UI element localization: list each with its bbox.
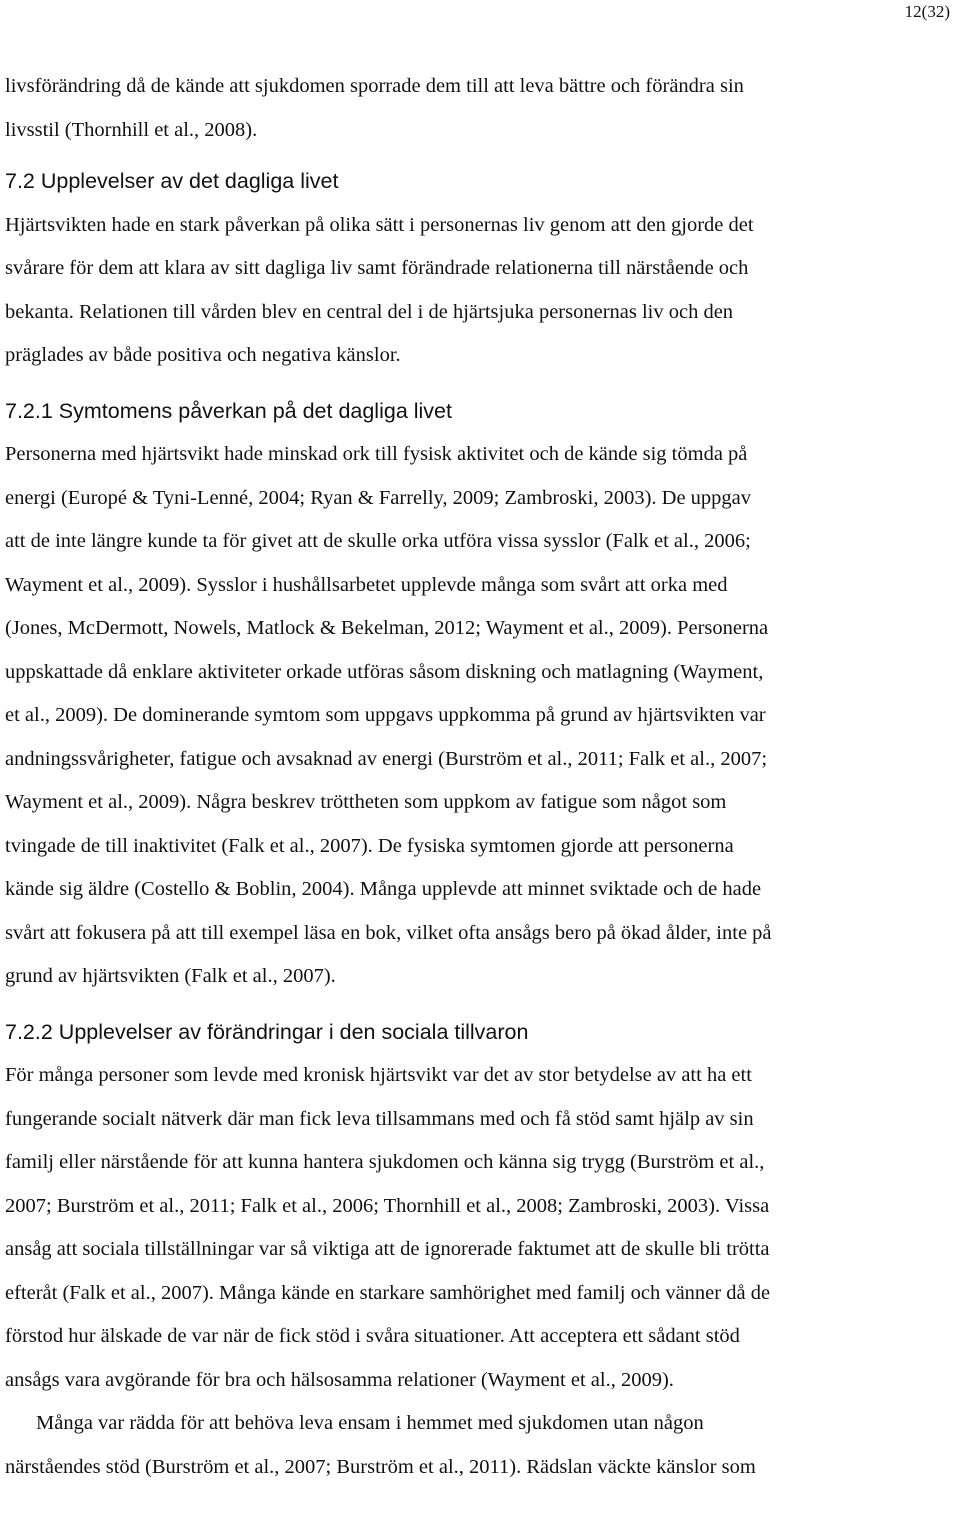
text-line: familj eller närstående för att kunna hantera sjukdomen och känna sig trygg (Burström et al., [5, 1151, 765, 1173]
text-line: (Jones, McDermott, Nowels, Matlock & Bekelman, 2012; Wayment et al., 2009). Personerna [5, 617, 769, 639]
text-line: grund av hjärtsvikten (Falk et al., 2007). [5, 965, 336, 987]
text-line: energi (Europé & Tyni-Lenné, 2004; Ryan & Farrelly, 2009; Zambroski, 2003). De uppgav [5, 486, 752, 509]
text-line: livsförändring då de kände att sjukdomen sporrade dem till att leva bättre och förändra sin [5, 75, 744, 97]
text-line: tvingade de till inaktivitet (Falk et al., 2007). De fysiska symtomen gjorde att personerna [5, 834, 734, 857]
text-line: svårt att fokusera på att till exempel läsa en bok, vilket ofta ansågs bero på ökad ålder, inte på [5, 921, 772, 944]
text-line: fungerande socialt nätverk där man fick leva tillsammans med och få stöd samt hjälp av sin [5, 1107, 754, 1130]
text-line: Hjärtsvikten hade en stark påverkan på olika sätt i personernas liv genom att den gjorde det [5, 213, 754, 236]
section-7-2-2-paragraph-2 [5, 1402, 960, 1489]
text-line: efteråt (Falk et al., 2007). Många kände en starkare samhörighet med familj och vänner då de [5, 1281, 771, 1304]
text-line: Personerna med hjärtsvikt hade minskad ork till fysisk aktivitet och de kände sig tömda på [5, 443, 748, 465]
section-heading-7-2-2: 7.2.2 Upplevelser av förändringar i den sociala tillvaron [5, 1019, 529, 1044]
text-line: Wayment et al., 2009). Sysslor i hushållsarbetet upplevde många som svårt att orka med [5, 573, 728, 596]
text-line: svårare för dem att klara av sitt dagliga liv samt förändrade relationerna till närstående och [5, 257, 749, 279]
text-line: ansåg att sociala tillställningar var så viktiga att de ignorerade faktumet att de skulle bli trötta [5, 1238, 770, 1260]
text-line: Wayment et al., 2009). Några beskrev tröttheten som uppkom av fatigue som något som [5, 791, 727, 813]
text-line: att de inte längre kunde ta för givet att de skulle orka utföra vissa sysslor (Falk et al., 2006; [5, 530, 751, 552]
text-line: andningssvårigheter, fatigue och avsaknad av energi (Burström et al., 2011; Falk et al., 2007; [5, 747, 768, 770]
intro-paragraph [5, 65, 960, 152]
document-body [5, 65, 960, 1489]
section-7-2-paragraph [5, 204, 960, 378]
section-heading-7-2: 7.2 Upplevelser av det dagliga livet [5, 169, 339, 193]
text-line: uppskattade då enklare aktiviteter orkade utföras såsom diskning och matlagning (Wayment, [5, 660, 764, 683]
text-line: ansågs vara avgörande för bra och hälsosamma relationer (Wayment et al., 2009). [5, 1368, 674, 1391]
text-line: förstod hur älskade de var när de fick stöd i svåra situationer. Att acceptera ett sådant stöd [5, 1325, 740, 1347]
text-line: 2007; Burström et al., 2011; Falk et al., 2006; Thornhill et al., 2008; Zambroski, 2003). Vissa [5, 1194, 770, 1217]
text-line: präglades av både positiva och negativa känslor. [5, 344, 401, 366]
text-line: närståendes stöd (Burström et al., 2007; Burström et al., 2011). Rädslan väckte känslor som [5, 1455, 756, 1478]
text-line: För många personer som levde med kronisk hjärtsvikt var det av stor betydelse av att ha ett [5, 1064, 752, 1086]
section-heading-7-2-1: 7.2.1 Symtomens påverkan på det dagliga livet [5, 398, 452, 423]
text-line: bekanta. Relationen till vården blev en central del i de hjärtsjuka personernas liv och den [5, 300, 734, 323]
text-line: livsstil (Thornhill et al., 2008). [5, 118, 258, 141]
page-number: 12(32) [904, 2, 950, 21]
text-line: et al., 2009). De dominerande symtom som uppgavs uppkomma på grund av hjärtsvikten var [5, 704, 766, 726]
text-line: Många var rädda för att behöva leva ensam i hemmet med sjukdomen utan någon [36, 1412, 704, 1434]
text-line: kände sig äldre (Costello & Boblin, 2004). Många upplevde att minnet sviktade och de hade [5, 878, 762, 900]
section-7-2-1-paragraph [5, 433, 960, 999]
section-7-2-2-paragraph [5, 1054, 960, 1402]
